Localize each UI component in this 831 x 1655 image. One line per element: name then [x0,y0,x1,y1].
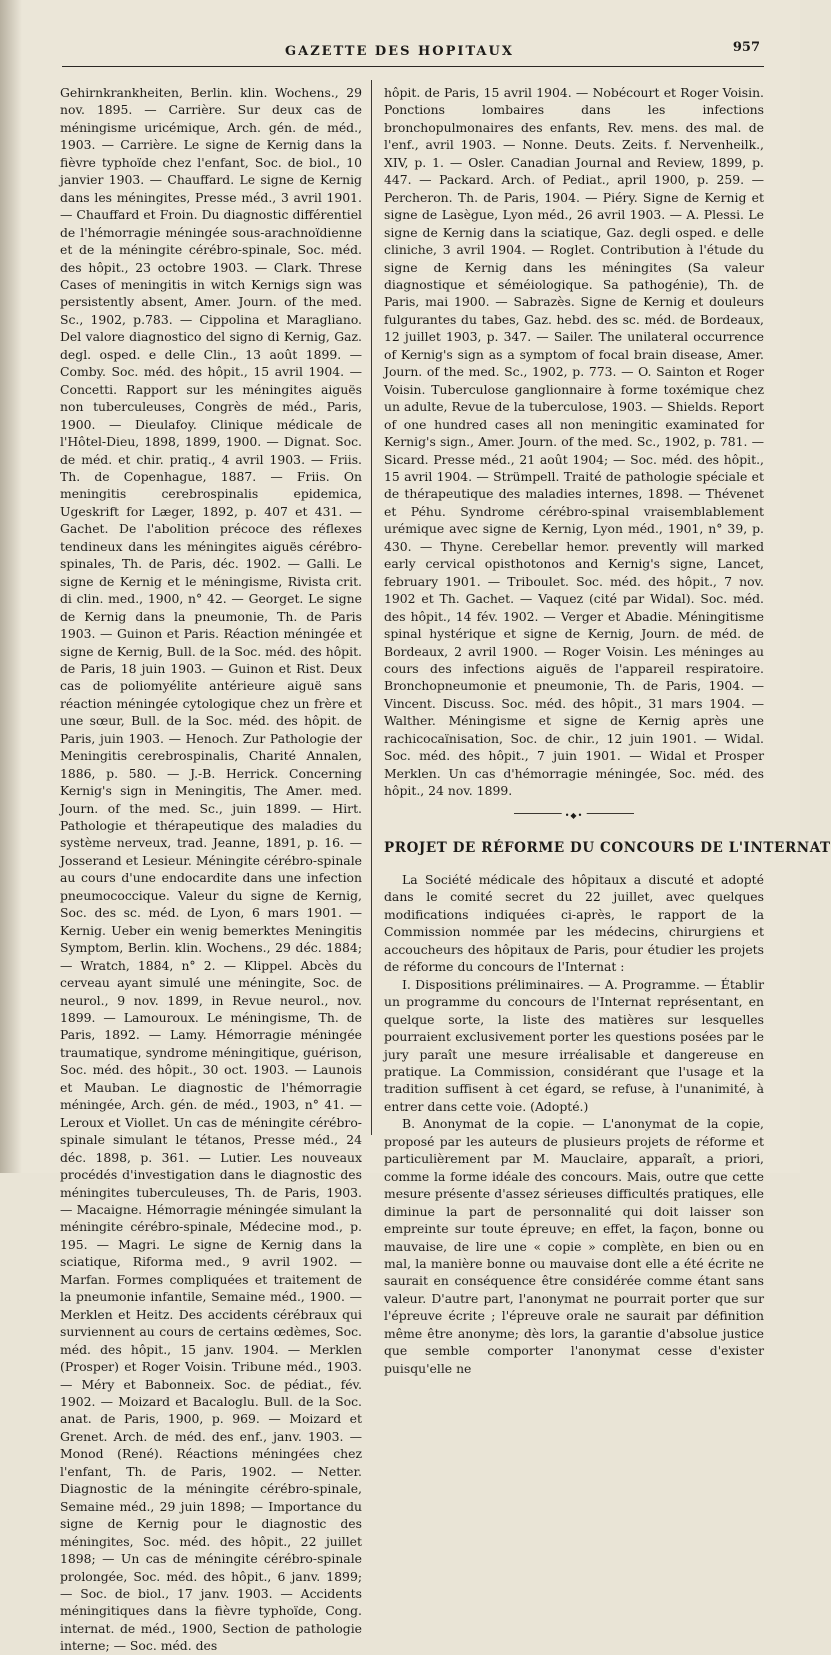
page-gutter-shadow [0,0,22,1173]
section-title: PROJET DE RÉFORME DU CONCOURS DE L'INTERNAT [384,839,831,856]
section-paragraph: I. Dispositions préliminaires. — A. Programme. — Établir un programme du concours de l'Internat représentant, en quelque sorte, la liste des matières sur lesquelles pourraient exclusivement porter les questions posées par le jury paraît une mesure irréalisable et dangereuse en pratique. La Commission, considérant que l'usage et la tradition suffisent à cet égard, se refuse, à l'unanimité, à entrer dans cette voie. (Adopté.) [384,976,764,1114]
section-paragraph: La Société médicale des hôpitaux a discuté et adopté dans le comité secret du 22 juillet, avec quelques modifications indiquées ci-après, le rapport de la Commission nommée par les médecins, chirurgiens et accoucheurs des hôpitaux de Paris, pour étudier les projets de réforme du concours de l'Internat : [384,872,764,975]
page-number: 957 [732,40,760,55]
right-column [384,84,831,1376]
header-rule [62,66,764,67]
bibliography-right: hôpit. de Paris, 15 avril 1904. — Nobécourt et Roger Voisin. Ponctions lombaires dans les infections bronchopulmonaires des enfants, Rev. mens. des mal. de l'enf., avril 1903. — Nonne. Deuts. Zeits. f. Nervenheilk., XIV, p. 1. — Osler. Canadian Journal and Review, 1899, p. 447. — Packard. Arch. of Pediat., april 1900, p. 259. — Percheron. Th. de Paris, 1904. — Piéry. Signe de Kernig et signe de Lasègue, Lyon méd., 26 avril 1903. — A. Plessi. Le signe de Kernig dans la sciatique, Gaz. degli osped. e delle cliniche, 3 avril 1904. — Roglet. Contribution à l'étude du signe de Kernig dans les méningites (Sa valeur diagnostique et séméiologique. Sa pathogénie), Th. de Paris, mai 1900. — Sabrazès. Signe de Kernig et douleurs fulgurantes du tabes, Gaz. hebd. des sc. méd. de Bordeaux, 12 juillet 1903, p. 347. — Sailer. The unilateral occurrence of Kernig's sign as a symptom of focal brain disease, Amer. Journ. of the med. Sc., 1902, p. 773. — O. Sainton et Roger Voisin. Tuberculose ganglionnaire à forme toxémique chez un adulte, Revue de la tuberculose, 1903. — Shields. Report of one hundred cases all non meningitic examinated for Kernig's sign., Amer. Journ. of the med. Sc., 1902, p. 781. — Sicard. Presse méd., 21 août 1904; — Soc. méd. des hôpit., 15 avril 1904. — Strümpell. Traité de pathologie spéciale et de thérapeutique des maladies internes, 1898. — Thévenet et Péhu. Syndrome cérébro-spinal vraisemblablement urémique avec signe de Kernig, Lyon méd., 1901, n° 39, p. 430. — Thyne. Cerebellar hemor. prevently will marked early cervical opisthotonos and Kernig's signe, Lancet, february 1901. — Triboulet. Soc. méd. des hôpit., 7 nov. 1902 et Th. Gachet. — Vaquez (cité par Widal). Soc. méd. des hôpit., 14 fév. 1902. — Verger et Abadie. Méningitisme spinal hystérique et signe de Kernig, Journ. de méd. de Bordeaux, 2 avril 1900. — Roger Voisin. Les méninges au cours des infections aiguës de l'appareil respiratoire. Bronchopneumonie et pneumonie, Th. de Paris, 1904. — Vincent. Discuss. Soc. méd. des hôpit., 31 mars 1904. — Walther. Méningisme et signe de Kernig après une rachicocaïnisation, Soc. de chir., 12 juin 1901. — Widal. Soc. méd. des hôpit., 7 juin 1901. — Widal et Prosper Merklen. Un cas d'hémorragie méningée, Soc. méd. des hôpit., 24 nov. 1899. [384,85,764,799]
divider-ornament: •◆• [562,807,587,824]
column-rule [371,80,372,1135]
page-header [60,38,760,68]
section-paragraph: B. Anonymat de la copie. — L'anonymat de la copie, proposé par les auteurs de plusieurs projets de réforme et particulièrement par M. Mauclaire, apparaît, a priori, comme la forme idéale des concours. Mais, outre que cette mesure présente d'assez sérieuses difficultés pratiques, elle diminue la part de personnalité qui doit laisser son empreinte sur toute épreuve; en effet, la façon, bonne ou mauvaise, de lire une « copie » complète, en bien ou en mal, la manière bonne ou mauvaise dont elle a été écrite ne saurait en conséquence être considérée comme étant sans valeur. D'autre part, l'anonymat ne pourrait porter que sur l'épreuve écrite ; l'épreuve orale ne saurait par définition même être anonyme; dès lors, la garantie d'absolue justice que semble comporter l'anonymat cesse d'exister puisqu'elle ne [384,1116,764,1376]
running-title: GAZETTE DES HOPITAUX [285,44,514,59]
left-column [60,84,362,1654]
section-divider [384,804,764,822]
bibliography-left: Gehirnkrankheiten, Berlin. klin. Wochens., 29 nov. 1895. — Carrière. Sur deux cas de méningisme uricémique, Arch. gén. de méd., 1903. — Carrière. Le signe de Kernig dans la fièvre typhoïde chez l'enfant, Soc. de biol., 10 janvier 1903. — Chauffard. Le signe de Kernig dans les méningites, Presse méd., 3 avril 1901. — Chauffard et Froin. Du diagnostic différentiel de l'hémorragie méningée sous-arachnoïdienne et de la méningite cérébro-spinale, Soc. méd. des hôpit., 23 octobre 1903. — Clark. Threse Cases of meningitis in witch Kernigs sign was persistently absent, Amer. Journ. of the med. Sc., 1902, p.783. — Cippolina et Maragliano. Del valore diagnostico del signo di Kernig, Gaz. degl. osped. e delle Clin., 13 août 1899. — Comby. Soc. méd. des hôpit., 15 avril 1904. — Concetti. Rapport sur les méningites aiguës non tuberculeuses, Congrès de méd., Paris, 1900. — Dieulafoy. Clinique médicale de l'Hôtel-Dieu, 1898, 1899, 1900. — Dignat. Soc. de méd. et chir. pratiq., 4 avril 1903. — Friis. Th. de Copenhague, 1887. — Friis. On meningitis cerebrospinalis epidemica, Ugeskrift for Læger, 1892, p. 407 et 431. — Gachet. De l'abolition précoce des réflexes tendineux dans les méningites aiguës cérébro-spinales, Th. de Paris, déc. 1902. — Galli. Le signe de Kernig et le méningisme, Rivista crit. di clin. med., 1900, n° 42. — Georget. Le signe de Kernig dans la pneumonie, Th. de Paris 1903. — Guinon et Paris. Réaction méningée et signe de Kernig, Bull. de la Soc. méd. des hôpit. de Paris, 18 juin 1903. — Guinon et Rist. Deux cas de poliomyélite antérieure aiguë sans réaction méningée cytologique chez un frère et une sœur, Bull. de la Soc. méd. des hôpit. de Paris, juin 1903. — Henoch. Zur Pathologie der Meningitis cerebrospinalis, Charité Annalen, 1886, p. 580. — J.-B. Herrick. Concerning Kernig's sign in Meningitis, The Amer. med. Journ. of the med. Sc., juin 1899. — Hirt. Pathologie et thérapeutique des maladies du système nerveux, trad. Jeanne, 1891, p. 16. — Josserand et Lesieur. Méningite cérébro-spinale au cours d'une endocardite dans une infection pneumococcique. Valeur du signe de Kernig, Soc. des sc. méd. de Lyon, 6 mars 1901. — Kernig. Ueber ein wenig bemerktes Meningitis Symptom, Berlin. klin. Wochens., 29 déc. 1884; — Wratch, 1884, n° 2. — Klippel. Abcès du cerveau ayant simulé une méningite, Soc. de neurol., 9 nov. 1899, in Revue neurol., nov. 1899. — Lamouroux. Le méningisme, Th. de Paris, 1892. — Lamy. Hémorragie méningée traumatique, syndrome méningitique, guérison, Soc. méd. des hôpit., 30 oct. 1903. — Launois et Mauban. Le diagnostic de l'hémorragie méningée, Arch. gén. de méd., 1903, n° 41. — Leroux et Viollet. Un cas de méningite cérébro-spinale simulant le tétanos, Presse méd., 24 déc. 1898, p. 361. — Lutier. Les nouveaux procédés d'investigation dans le diagnostic des méningites tuberculeuses, Th. de Paris, 1903. — Macaigne. Hémorragie méningée simulant la méningite cérébro-spinale, Médecine mod., p. 195. — Magri. Le signe de Kernig dans la sciatique, Riforma med., 9 avril 1902. — Marfan. Formes compliquées et traitement de la pneumonie infantile, Semaine méd., 1900. — Merklen et Heitz. Des accidents cérébraux qui surviennent au cours de certains œdèmes, Soc. méd. des hôpit., 15 janv. 1904. — Merklen (Prosper) et Roger Voisin. Tribune méd., 1903. — Méry et Babonneix. Soc. de pédiat., fév. 1902. — Moizard et Bacaloglu. Bull. de la Soc. anat. de Paris, 1900, p. 969. — Moizard et Grenet. Arch. de méd. des enf., janv. 1903. — Monod (René). Réactions méningées chez l'enfant, Th. de Paris, 1902. — Netter. Diagnostic de la méningite cérébro-spinale, Semaine méd., 29 juin 1898; — Importance du signe de Kernig pour le diagnostic des méningites, Soc. méd. des hôpit., 22 juillet 1898; — Un cas de méningite cérébro-spinale prolongée, Soc. méd. des hôpit., 6 janv. 1899; — Soc. de biol., 17 janv. 1903. — Accidents méningitiques dans la fièvre typhoïde, Cong. internat. de méd., 1900, Section de pathologie interne; — Soc. méd. des [60,85,362,1654]
